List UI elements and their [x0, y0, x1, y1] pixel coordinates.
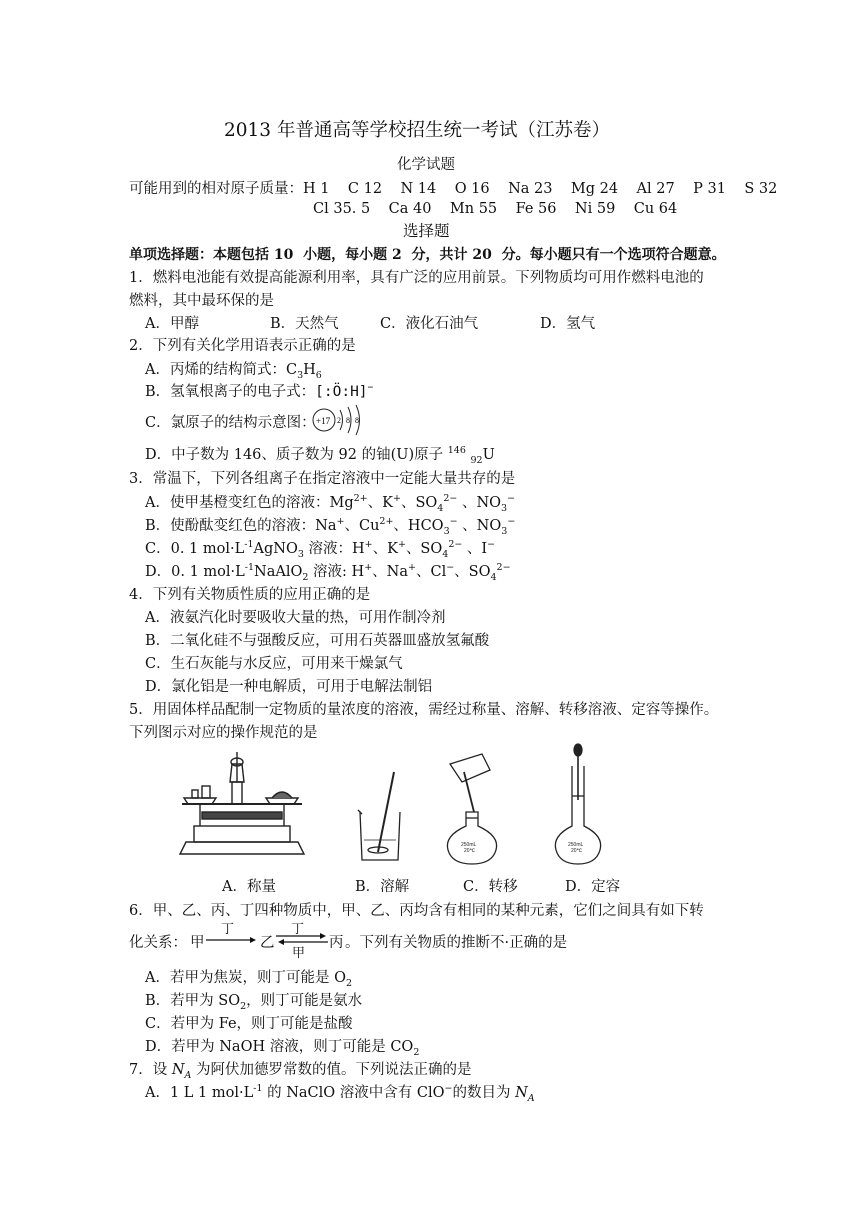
- q1-option-c: C．液化石油气: [380, 316, 479, 332]
- q5-label-a: A．称量: [222, 879, 276, 895]
- atom-electron-shells: 2 8 8: [337, 416, 361, 425]
- q6-b-tail: ，则丁可能是氨水: [246, 993, 363, 1009]
- q6-option-d: D．若甲为 NaOH 溶液，则丁可能是 $CO_2$: [145, 1039, 420, 1058]
- q3-option-c: C．0. 1 $mol\cdot L^{-1}AgNO_3$ 溶液：H+、K+、$SO_4^{2-}$ 、I−: [145, 539, 496, 560]
- q1-option-d: D．氢气: [540, 316, 596, 332]
- chlorine-atom-diagram: [310, 402, 374, 438]
- q2-option-a: [145, 358, 322, 381]
- q2-a-formula: $C_3H_6$: [285, 362, 322, 381]
- q5-stem-line2: 下列图示对应的操作规范的是: [129, 725, 318, 741]
- flask-c-temp-label: 20℃: [464, 848, 476, 854]
- atomic-masses-line2: Cl 35. 5 Ca 40 Mn 55 Fe 56 Ni 59 Cu 64: [313, 201, 678, 217]
- instruction: 单项选择题：本题包括 10 小题，每小题 2 分，共计 20 分。每小题只有一个选项符合题意。: [129, 247, 726, 263]
- q6-option-a: A．若甲为焦炭，则丁可能是 $O_2$: [145, 970, 353, 989]
- q2-c-text: C．氯原子的结构示意图：: [145, 415, 316, 431]
- q1-stem-line2: 燃料，其中最环保的是: [129, 293, 274, 309]
- q3-option-a: A．使甲基橙变红色的溶液：$Mg^{2+}$、K+、$SO_4^{2-}$ 、$NO_3^-$: [145, 493, 516, 514]
- q7-a-tail2: 的数目为: [452, 1085, 516, 1101]
- q5-apparatus-figures: [172, 742, 632, 866]
- atom-nucleus-charge: +17: [316, 416, 331, 426]
- q7-option-a: A．1 L 1 $mol\cdot L^{-1}$ 的 NaClO 溶液中含有 ClO−的数目为 $N_A$: [145, 1083, 535, 1104]
- q6-jia-label: 甲: [292, 946, 306, 961]
- q7-na-symbol: $N_A$: [171, 1062, 192, 1081]
- q6-jia: 甲: [190, 935, 205, 951]
- q4-option-b: B．二氧化硅不与强酸反应，可用石英器皿盛放氢氟酸: [145, 633, 490, 649]
- q5-label-c: C．转移: [463, 879, 518, 895]
- q2-d-nuclide: $^{146}$ $_{92}$U: [447, 445, 495, 466]
- q7-a-text: A．1 L 1 mol·L: [145, 1085, 254, 1101]
- q1-stem-line1: 1．燃料电池能有效提高能源利用率，具有广泛的应用前景。下列物质均可用作燃料电池的: [129, 270, 704, 286]
- q2-d-text: D．中子数为 146、质子数为 92 的铀(U)原子: [145, 447, 448, 463]
- q6-arrow-1: [206, 936, 258, 944]
- q7-a-na: $N_A$: [515, 1085, 535, 1104]
- q6-option-c: C．若甲为 Fe，则丁可能是盐酸: [145, 1016, 353, 1032]
- q4-option-d: D．氯化铝是一种电解质，可用于电解法制铝: [145, 679, 433, 695]
- q3-a-text: A．使甲基橙变红色的溶液：: [145, 495, 330, 511]
- q6-option-b: B．若甲为 $SO_2$，则丁可能是氨水: [145, 993, 363, 1012]
- q6-yi: 乙: [260, 935, 275, 951]
- q7-stem-end: 为阿伏加德罗常数的值。下列说法正确的是: [191, 1062, 472, 1078]
- flask-d-temp-label: 20℃: [571, 848, 583, 854]
- q3-c-mid: AgNO: [253, 541, 298, 557]
- q4-option-a: A．液氨汽化时要吸收大量的热，可用作制冷剂: [145, 610, 446, 626]
- q7-stem-start: 7．设: [129, 1062, 172, 1078]
- q7-a-tail: 的 NaClO 溶液中含有 ClO: [262, 1085, 445, 1101]
- q3-d-text: D．0. 1 mol·L: [145, 564, 245, 580]
- q7-stem: [129, 1058, 472, 1081]
- beaker-stir-illustration: [358, 772, 400, 860]
- q4-stem: 4．下列有关物质性质的应用正确的是: [129, 587, 371, 603]
- balance-illustration: [180, 752, 304, 854]
- transfer-flask-illustration: [447, 754, 496, 864]
- exam-title: 2013 年普通高等学校招生统一考试（江苏卷）: [224, 120, 610, 141]
- flask-c-volume-label: 250mL: [461, 842, 477, 848]
- section-title: 选择题: [403, 222, 450, 240]
- subject-title: 化学试题: [397, 157, 455, 173]
- q3-b-text: B．使酚酞变红色的溶液：: [145, 518, 316, 534]
- q1-option-a: A．甲醇: [145, 316, 199, 332]
- q4-option-c: C．生石灰能与水反应，可用来干燥氯气: [145, 656, 403, 672]
- q6-stem-line2-start: 化关系：: [129, 935, 187, 951]
- q2-stem: 2．下列有关化学用语表示正确的是: [129, 338, 356, 354]
- q5-stem-line1: 5．用固体样品配制一定物质的量浓度的溶液，需经过称量、溶解、转移溶液、定容等操作。: [129, 702, 719, 718]
- q6-ding-label-1: 丁: [221, 922, 235, 937]
- q3-d-tail: 溶液:: [308, 564, 352, 580]
- q2-option-b: [145, 380, 373, 401]
- q5-label-d: D．定容: [565, 879, 621, 895]
- q6-stem-line1: 6．甲、乙、丙、丁四种物质中，甲、乙、丙均含有相同的某种元素，它们之间具有如下转: [129, 903, 704, 919]
- q3-d-mid: NaAlO: [254, 564, 303, 580]
- q3-option-d: D．0. 1 $mol\cdot L^{-1}NaAlO_2$ 溶液: H+、Na+、Cl−、$SO_4^{2-}$: [145, 562, 511, 583]
- q3-c-text: C．0. 1 mol·L: [145, 541, 245, 557]
- q6-a-text: A．若甲为焦炭，则丁可能是 O: [145, 970, 346, 986]
- q2-b-text: B．氢氧根离子的电子式：: [145, 384, 316, 400]
- q1-option-b: B．天然气: [270, 316, 339, 332]
- q3-stem: 3．常温下，下列各组离子在指定溶液中一定能大量共存的是: [129, 471, 516, 487]
- q2-option-d: [145, 443, 495, 466]
- q2-a-text: A．丙烯的结构简式：: [145, 362, 286, 378]
- q6-ding-label-2: 丁: [291, 922, 305, 937]
- q6-stem-line2-end: 。下列有关物质的推断不·正确的是: [345, 935, 568, 951]
- q2-b-electron-formula: [:Ö:H]−: [315, 382, 374, 400]
- q3-c-tail: 溶液：: [303, 541, 352, 557]
- q6-b-text: B．若甲为 SO: [145, 993, 241, 1009]
- q6-d-text: D．若甲为 NaOH 溶液，则丁可能是 CO: [145, 1039, 414, 1055]
- q2-option-c: [145, 411, 316, 432]
- atomic-masses-line1: 可能用到的相对原子质量：H 1 C 12 N 14 O 16 Na 23 Mg 24 Al 27 P 31 S 32: [129, 181, 778, 197]
- q6-bing: 丙: [329, 935, 344, 951]
- flask-d-volume-label: 250mL: [568, 842, 584, 848]
- q3-option-b: B．使酚酞变红色的溶液：Na+、$Cu^{2+}$、$HCO_3^-$ 、$NO_3^-$: [145, 516, 516, 537]
- q5-label-b: B．溶解: [355, 879, 410, 895]
- dropper-flask-illustration: [555, 744, 600, 864]
